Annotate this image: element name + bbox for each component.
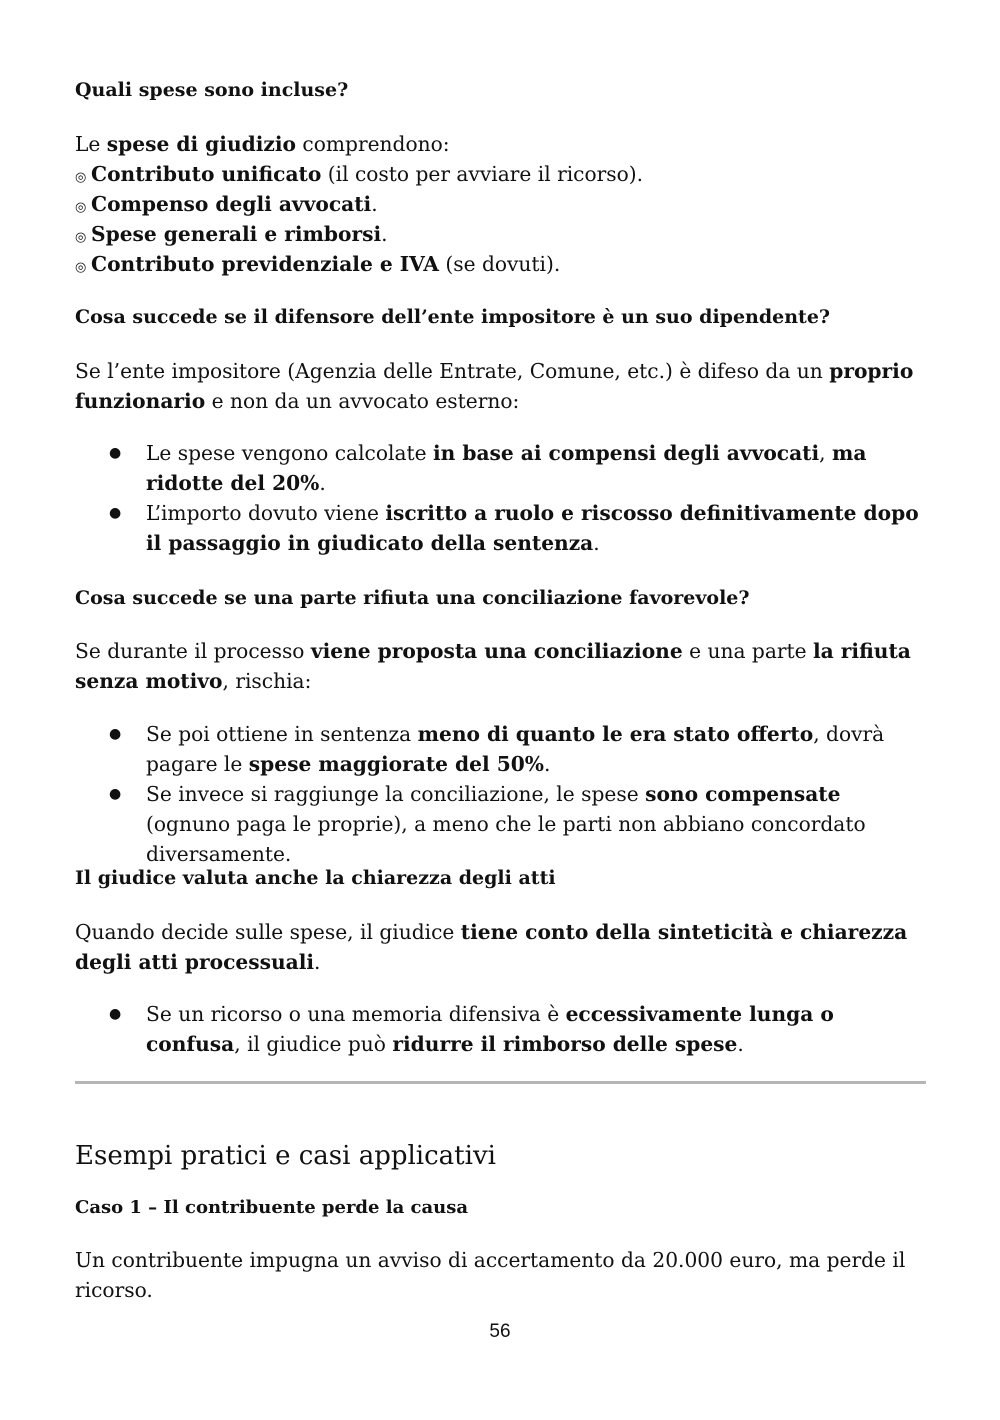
circle-bullet-icon: ◎: [75, 260, 87, 275]
heading-chiarezza: Il giudice valuta anche la chiarezza degli atti: [75, 867, 556, 889]
list-item: ◎ Spese generali e rimborsi.: [75, 219, 926, 253]
bullets-dipendente: [75, 438, 926, 558]
heading-spese-incluse: Quali spese sono incluse?: [75, 79, 349, 101]
list-item: ● Le spese vengono calcolate in base ai compensi degli avvocati, ma ridotte del 20%.: [75, 438, 926, 498]
list-item: ● Se invece si raggiunge la conciliazione, le spese sono compensate (ognuno paga le proprie), a meno che le parti non abbiano concordato diversamente.: [75, 779, 926, 869]
bullets-conciliazione: [75, 719, 926, 869]
heading-conciliazione: Cosa succede se una parte rifiuta una conciliazione favorevole?: [75, 587, 750, 609]
horizontal-divider: [75, 1081, 926, 1084]
para-dipendente: Se l’ente impositore (Agenzia delle Entrate, Comune, etc.) è difeso da un proprio funzionario e non da un avvocato esterno:: [75, 359, 914, 413]
para-chiarezza: Quando decide sulle spese, il giudice tiene conto della sinteticità e chiarezza degli atti processuali.: [75, 920, 908, 974]
list-item: ● Se un ricorso o una memoria difensiva è eccessivamente lunga o confusa, il giudice può ridurre il rimborso delle spese.: [75, 999, 926, 1059]
intro-spese: Le spese di giudizio comprendono:: [75, 132, 450, 156]
list-item: ● L’importo dovuto viene iscritto a ruolo e riscosso definitivamente dopo il passaggio in giudicato della sentenza.: [75, 498, 926, 558]
list-item: ◎ Compenso degli avvocati.: [75, 189, 926, 223]
caso1-heading: Caso 1 – Il contribuente perde la causa: [75, 1197, 469, 1218]
list-item: ● Se poi ottiene in sentenza meno di quanto le era stato offerto, dovrà pagare le spese maggiorate del 50%.: [75, 719, 926, 779]
caso1-text: Un contribuente impugna un avviso di accertamento da 20.000 euro, ma perde il ricorso.: [75, 1248, 906, 1302]
bullets-chiarezza: [75, 999, 926, 1059]
circle-bullet-icon: ◎: [75, 230, 87, 245]
circle-bullet-icon: ◎: [75, 170, 87, 185]
list-item: ◎ Contributo previdenziale e IVA (se dovuti).: [75, 249, 926, 283]
page-number: 56: [489, 1321, 511, 1342]
section-title: Esempi pratici e casi applicativi: [75, 1141, 496, 1171]
para-conciliazione: Se durante il processo viene proposta una conciliazione e una parte la rifiuta senza motivo, rischia:: [75, 639, 911, 693]
heading-dipendente: Cosa succede se il difensore dell’ente impositore è un suo dipendente?: [75, 306, 831, 328]
list-item: ◎ Contributo unificato (il costo per avviare il ricorso).: [75, 159, 926, 193]
circle-bullet-icon: ◎: [75, 200, 87, 215]
